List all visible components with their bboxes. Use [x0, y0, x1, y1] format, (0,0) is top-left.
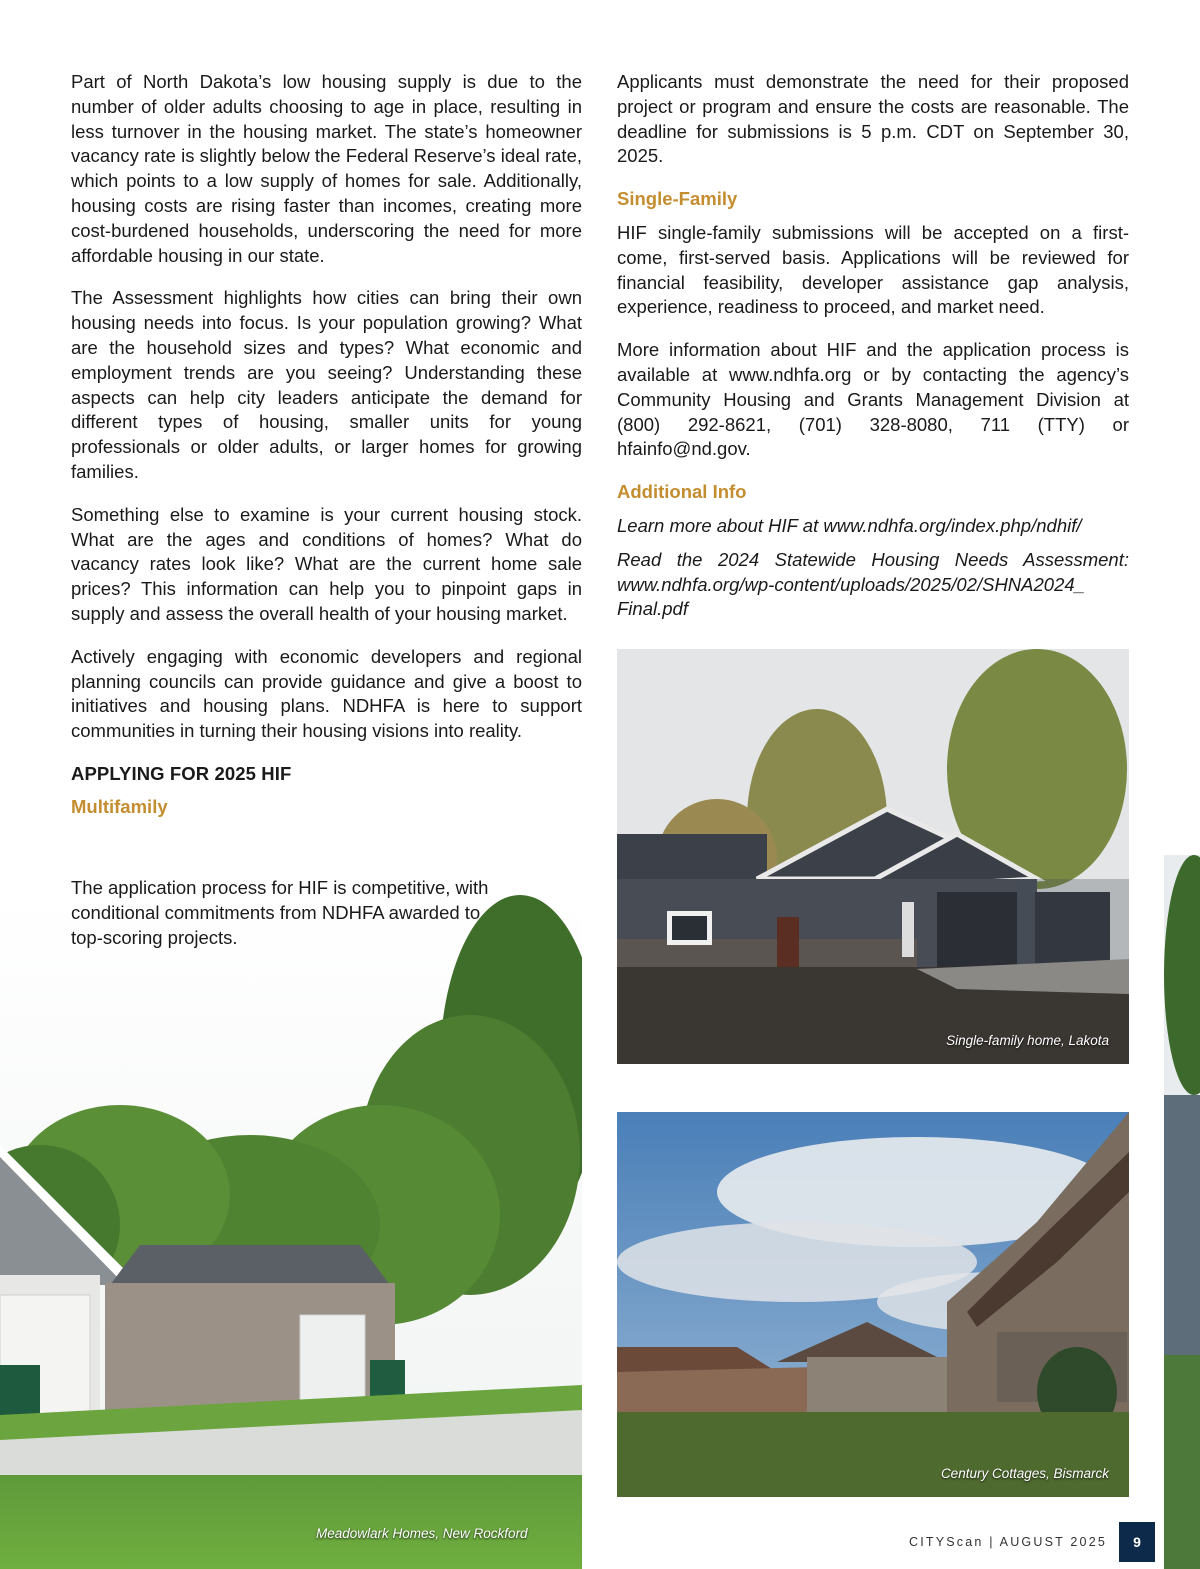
- body-paragraph: More information about HIF and the application process is available at www.ndhfa.org or by contacting the agency’s Community Housing and Grants Management Division at (800) 292-8621, (701) 328-8080, 711 (TTY) or hfainfo@nd.gov.: [617, 339, 1129, 460]
- photo-caption: Century Cottages, Bismarck: [940, 1466, 1109, 1481]
- multifamily-text: [71, 876, 501, 950]
- link-hif[interactable]: Learn more about HIF at www.ndhfa.org/index.php/ndhif/: [617, 514, 1082, 536]
- section-heading: APPLYING FOR 2025 HIF: [71, 762, 292, 784]
- link-assessment[interactable]: Read the 2024 Statewide Housing Needs Assessment: www.ndhfa.org/wp-content/uploads/2025/02/SHNA2024_ Final.pdf: [617, 548, 1129, 620]
- body-paragraph: The Assessment highlights how cities can bring their own housing needs into focus. Is your population growing? What are the household sizes and types? What economic and employment trends are you seeing? Understanding these aspects can help city leaders anticipate the demand for different types of housing, smaller units for young professionals or older adults, or larger homes for growing families.: [71, 287, 582, 482]
- photo-meadowlark-homes: [0, 895, 582, 1569]
- body-paragraph: HIF single-family submissions will be accepted on a first-come, first-served basis. Applications will be reviewed for financial feasibility, developer assistance gap analysis, experience, readiness to proceed, and market need.: [617, 221, 1129, 318]
- edge-photo-strip: [1164, 855, 1200, 1569]
- subheading-single-family: Single-Family: [617, 188, 738, 210]
- subheading-additional-info: Additional Info: [617, 481, 747, 503]
- photo-century-cottages: [617, 1112, 1129, 1497]
- photo-lakota-home: [617, 649, 1129, 1064]
- photo-caption: Meadowlark Homes, New Rockford: [316, 1526, 528, 1541]
- footer-publication: CITYScan | AUGUST 2025: [909, 1535, 1108, 1549]
- body-paragraph: Part of North Dakota’s low housing supply is due to the number of older adults choosing to age in place, resulting in less turnover in the housing market. The state’s homeowner vacancy rate is slightly below the Federal Reserve’s ideal rate, which points to a low supply of homes for sale. Additionally, housing costs are rising faster than incomes, creating more cost-burdened households, underscoring the need for more affordable housing in our state.: [71, 71, 582, 266]
- body-paragraph: The application process for HIF is competitive, with conditional commitments from NDHFA awarded to top-scoring projects.: [71, 877, 489, 948]
- body-paragraph: Applicants must demonstrate the need for their proposed project or program and ensure the costs are reasonable. The deadline for submissions is 5 p.m. CDT on September 30, 2025.: [617, 71, 1129, 167]
- page-number: 9: [1119, 1522, 1155, 1562]
- left-column: [71, 70, 582, 829]
- body-paragraph: Actively engaging with economic developers and regional planning councils can provide guidance and give a boost to initiatives and housing plans. NDHFA is here to support communities in turning their housing visions into reality.: [71, 645, 582, 742]
- subheading-multifamily: Multifamily: [71, 795, 168, 817]
- right-column: [617, 70, 1129, 640]
- body-paragraph: Something else to examine is your current housing stock. What are the ages and conditions of homes? What do vacancy rates look like? What are the current home sale prices? This information can help you to pinpoint gaps in supply and assess the overall health of your housing market.: [71, 503, 582, 624]
- photo-caption: Single-family home, Lakota: [946, 1033, 1109, 1048]
